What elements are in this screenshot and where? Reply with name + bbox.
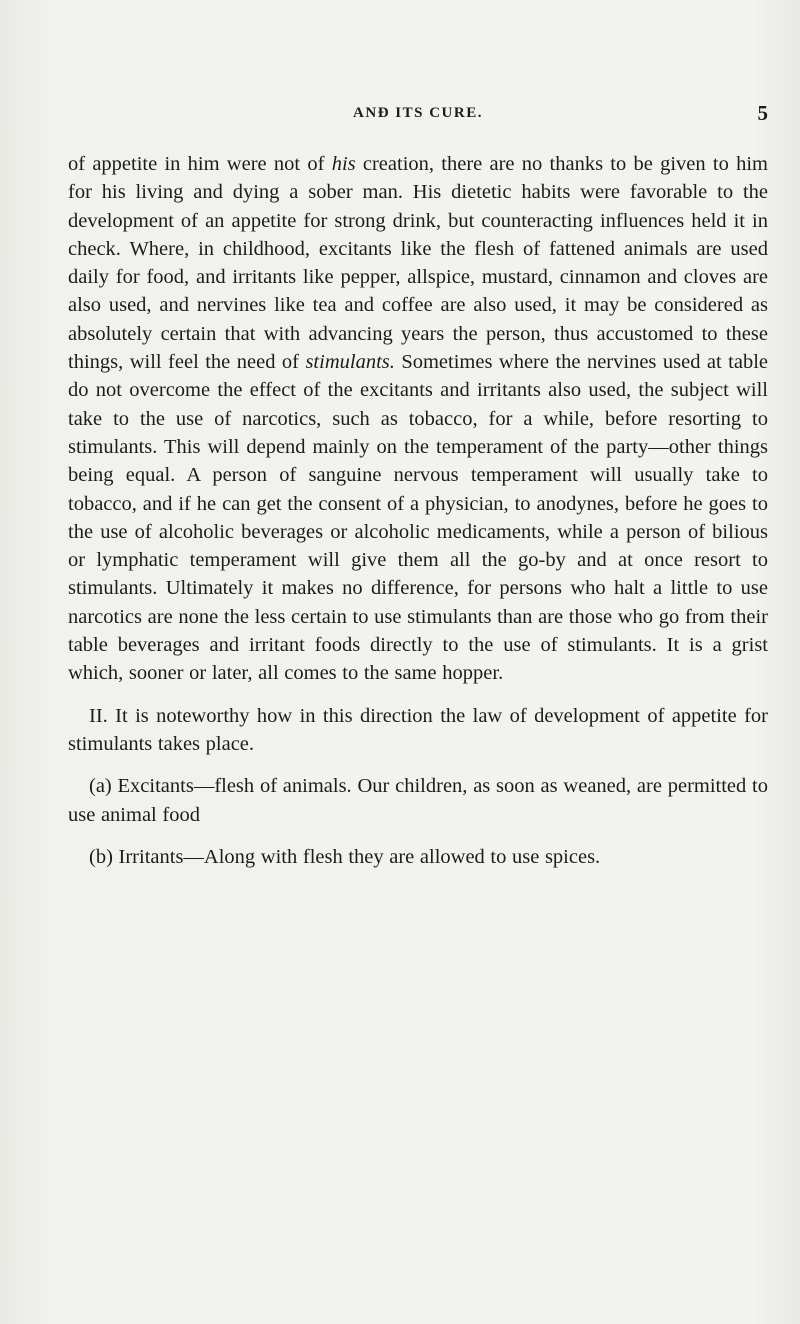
emphasis-text: his <box>331 153 356 175</box>
paragraph-item-b: (b) Irritants—Along with flesh they are allowed to use spices. <box>89 845 601 868</box>
paragraph-continued <box>68 150 768 688</box>
paragraph-text: Sometimes where the nervines used at table do not overcome the effect of the excitants and irritants also used, the subject will take to the use of narcotics, such as tobacco, for a while, before resorting to stimulants. This will depend mainly on the temperament of the party—other things being equal. A person of sanguine nervous temperament will usually take to tobacco, and if he can get the consent of a physician, to anodynes, before he goes to the use of alcoholic beverages or alcoholic medicaments, while a person of bilious or lymphatic temperament will give them all the go-by and at once resort to stimulants. Ultimately it makes no difference, for persons who halt a little to use narcotics are none the less certain to use stimulants than are those who go from their table beverages and irritant foods directly to the use of stimulants. It is a grist which, sooner or later, all comes to the same hopper. <box>68 351 768 685</box>
page-number: 5 <box>757 101 768 125</box>
paragraph-item-a: (a) Excitants—flesh of animals. Our children, as soon as weaned, are permitted to use animal food <box>68 775 768 826</box>
paragraph-text: of appetite in him were not of <box>68 153 332 175</box>
body-text <box>68 150 768 871</box>
paragraph-section-ii: II. It is noteworthy how in this direction the law of development of appetite for stimulants takes place. <box>68 704 768 755</box>
emphasis-text: stimulants. <box>305 351 395 374</box>
paragraph-text: creation, there are no thanks to be given to him for his living and dying a sober man. His dietetic habits were favorable to the development of an appetite for strong drink, but counteracting influences held it in check. Where, in childhood, excitants like the flesh of fattened animals are used daily for food, and irritants like pepper, allspice, mustard, cinnamon and cloves are also used, and nervines like tea and coffee are also used, it may be considered as absolutely certain that with advancing years the person, thus accustomed to these things, will feel the need of <box>68 153 768 374</box>
running-title: ANÐ ITS CURE. <box>353 105 483 121</box>
running-head <box>68 101 768 135</box>
